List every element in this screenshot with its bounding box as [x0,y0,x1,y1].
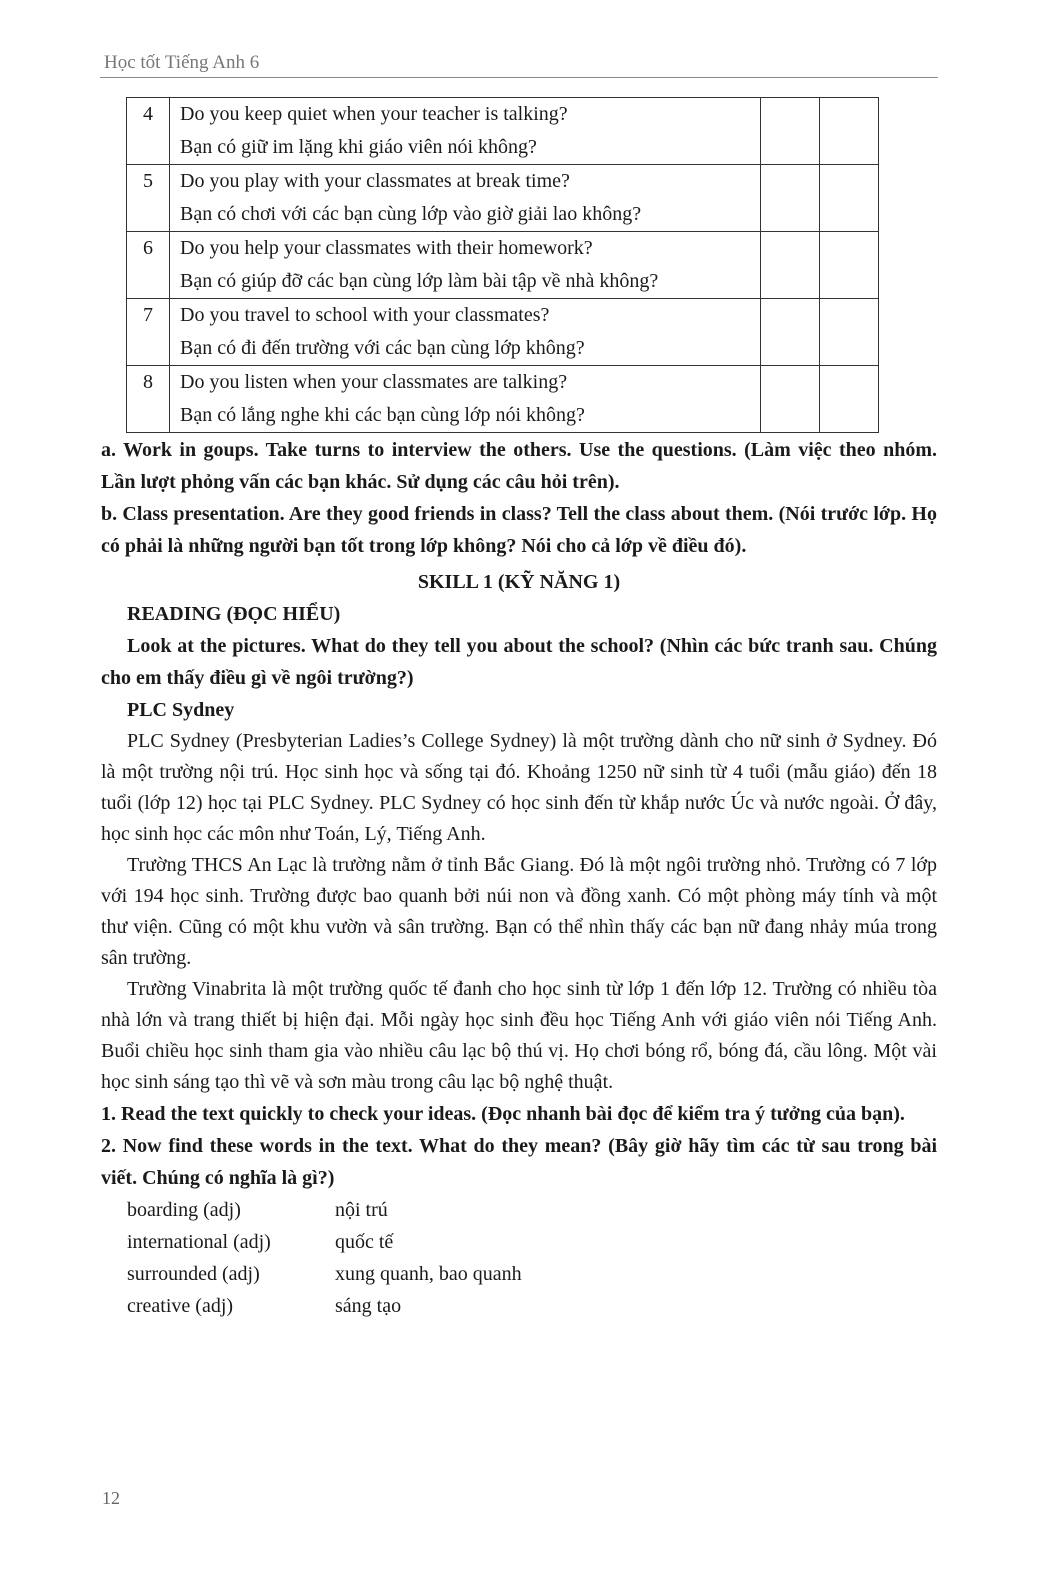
paragraph-plc: PLC Sydney (Presbyterian Ladies’s College Sydney) là một trường dành cho nữ sinh ở Sydney. Đó là một trường nội trú. Học sinh học và sống tại đó. Khoảng 1250 nữ sinh từ 4 tuổi (mẫu giáo) đến 18 tuổi (lớp 12) học tại PLC Sydney. PLC Sydney có học sinh đến từ khắp nước Úc và nước ngoài. Ở đây, học sinh học các môn như Toán, Lý, Tiếng Anh. [101,730,937,845]
answer-cell[interactable] [820,299,879,366]
task-a: a. Work in goups. Take turns to interview the others. Use the questions. (Làm việc theo nhóm. Lần lượt phỏng vấn các bạn khác. Sử dụng các câu hỏi trên). [101,439,937,493]
row-number: 5 [143,170,153,192]
table-row [127,165,879,232]
running-header: Học tốt Tiếng Anh 6 [104,52,260,73]
task-2: 2. Now find these words in the text. What do they mean? (Bây giờ hãy tìm các từ sau trong bài viết. Chúng có nghĩa là gì?) [101,1135,937,1189]
answer-cell[interactable] [820,232,879,299]
question-vietnamese: Bạn có giữ im lặng khi giáo viên nói không? [180,136,537,158]
question-english: Do you keep quiet when your teacher is talking? [180,103,568,125]
vocab-word: creative (adj) [127,1295,234,1317]
answer-cell[interactable] [761,299,820,366]
row-number: 6 [143,237,153,259]
vocab-word: international (adj) [127,1231,271,1253]
question-english: Do you listen when your classmates are talking? [180,371,568,393]
answer-cell[interactable] [761,366,820,433]
question-vietnamese: Bạn có lắng nghe khi các bạn cùng lớp nói không? [180,404,585,426]
answer-cell[interactable] [820,98,879,165]
question-english: Do you travel to school with your classmates? [180,304,550,326]
paragraph-an-lac: Trường THCS An Lạc là trường nằm ở tỉnh Bắc Giang. Đó là một ngôi trường nhỏ. Trường có 7 lớp với 194 học sinh. Trường được bao quanh bởi núi non và đồng xanh. Có một phòng máy tính và một thư viện. Cũng có một khu vườn và sân trường. Bạn có thể nhìn thấy các bạn nữ đang nhảy múa trong sân trường. [101,854,937,969]
vocab-meaning: xung quanh, bao quanh [335,1263,522,1285]
vocab-item [127,1258,937,1290]
vocab-item [127,1194,937,1226]
task-b: b. Class presentation. Are they good friends in class? Tell the class about them. (Nói trước lớp. Họ có phải là những người bạn tốt trong lớp không? Nói cho cả lớp về điều đó). [101,503,937,557]
vocab-list [101,1194,937,1322]
look-prompt: Look at the pictures. What do they tell you about the school? (Nhìn các bức tranh sau. Chúng cho em thấy điều gì về ngôi trường?) [101,635,937,689]
vocab-word: boarding (adj) [127,1199,241,1221]
survey-table [126,97,879,433]
skill-title: SKILL 1 (KỸ NĂNG 1) [417,571,621,593]
answer-cell[interactable] [820,366,879,433]
vocab-item [127,1290,937,1322]
answer-cell[interactable] [761,165,820,232]
question-vietnamese: Bạn có chơi với các bạn cùng lớp vào giờ giải lao không? [180,203,642,225]
answer-cell[interactable] [761,232,820,299]
question-vietnamese: Bạn có giúp đỡ các bạn cùng lớp làm bài tập về nhà không? [180,270,659,292]
answer-cell[interactable] [820,165,879,232]
page-number: 12 [102,1488,120,1508]
question-english: Do you help your classmates with their homework? [180,237,593,259]
reading-heading: READING (ĐỌC HIỂU) [127,603,341,625]
answer-cell[interactable] [761,98,820,165]
question-english: Do you play with your classmates at break time? [180,170,570,192]
vocab-meaning: sáng tạo [335,1295,402,1317]
header-rule [100,77,938,78]
question-vietnamese: Bạn có đi đến trường với các bạn cùng lớp không? [180,337,585,359]
vocab-meaning: nội trú [335,1199,388,1221]
table-row [127,232,879,299]
content-body [101,434,937,1322]
row-number: 8 [143,371,153,393]
row-number: 4 [143,103,153,125]
row-number: 7 [143,304,153,326]
table-row [127,299,879,366]
vocab-word: surrounded (adj) [127,1263,260,1285]
paragraph-vinabrita: Trường Vinabrita là một trường quốc tế đanh cho học sinh từ lớp 1 đến lớp 12. Trường có nhiều tòa nhà lớn và trang thiết bị hiện đại. Mỗi ngày học sinh đều học Tiếng Anh với giáo viên nói Tiếng Anh. Buổi chiều học sinh tham gia vào nhiều câu lạc bộ thú vị. Họ chơi bóng rổ, bóng đá, cầu lông. Một vài học sinh sáng tạo thì vẽ và sơn màu trong câu lạc bộ nghệ thuật. [101,978,937,1093]
table-row [127,98,879,165]
table-row [127,366,879,433]
vocab-meaning: quốc tế [335,1231,394,1253]
task-1: 1. Read the text quickly to check your ideas. (Đọc nhanh bài đọc để kiểm tra ý tưởng của bạn). [101,1103,905,1125]
plc-heading: PLC Sydney [127,699,235,721]
vocab-item [127,1226,937,1258]
